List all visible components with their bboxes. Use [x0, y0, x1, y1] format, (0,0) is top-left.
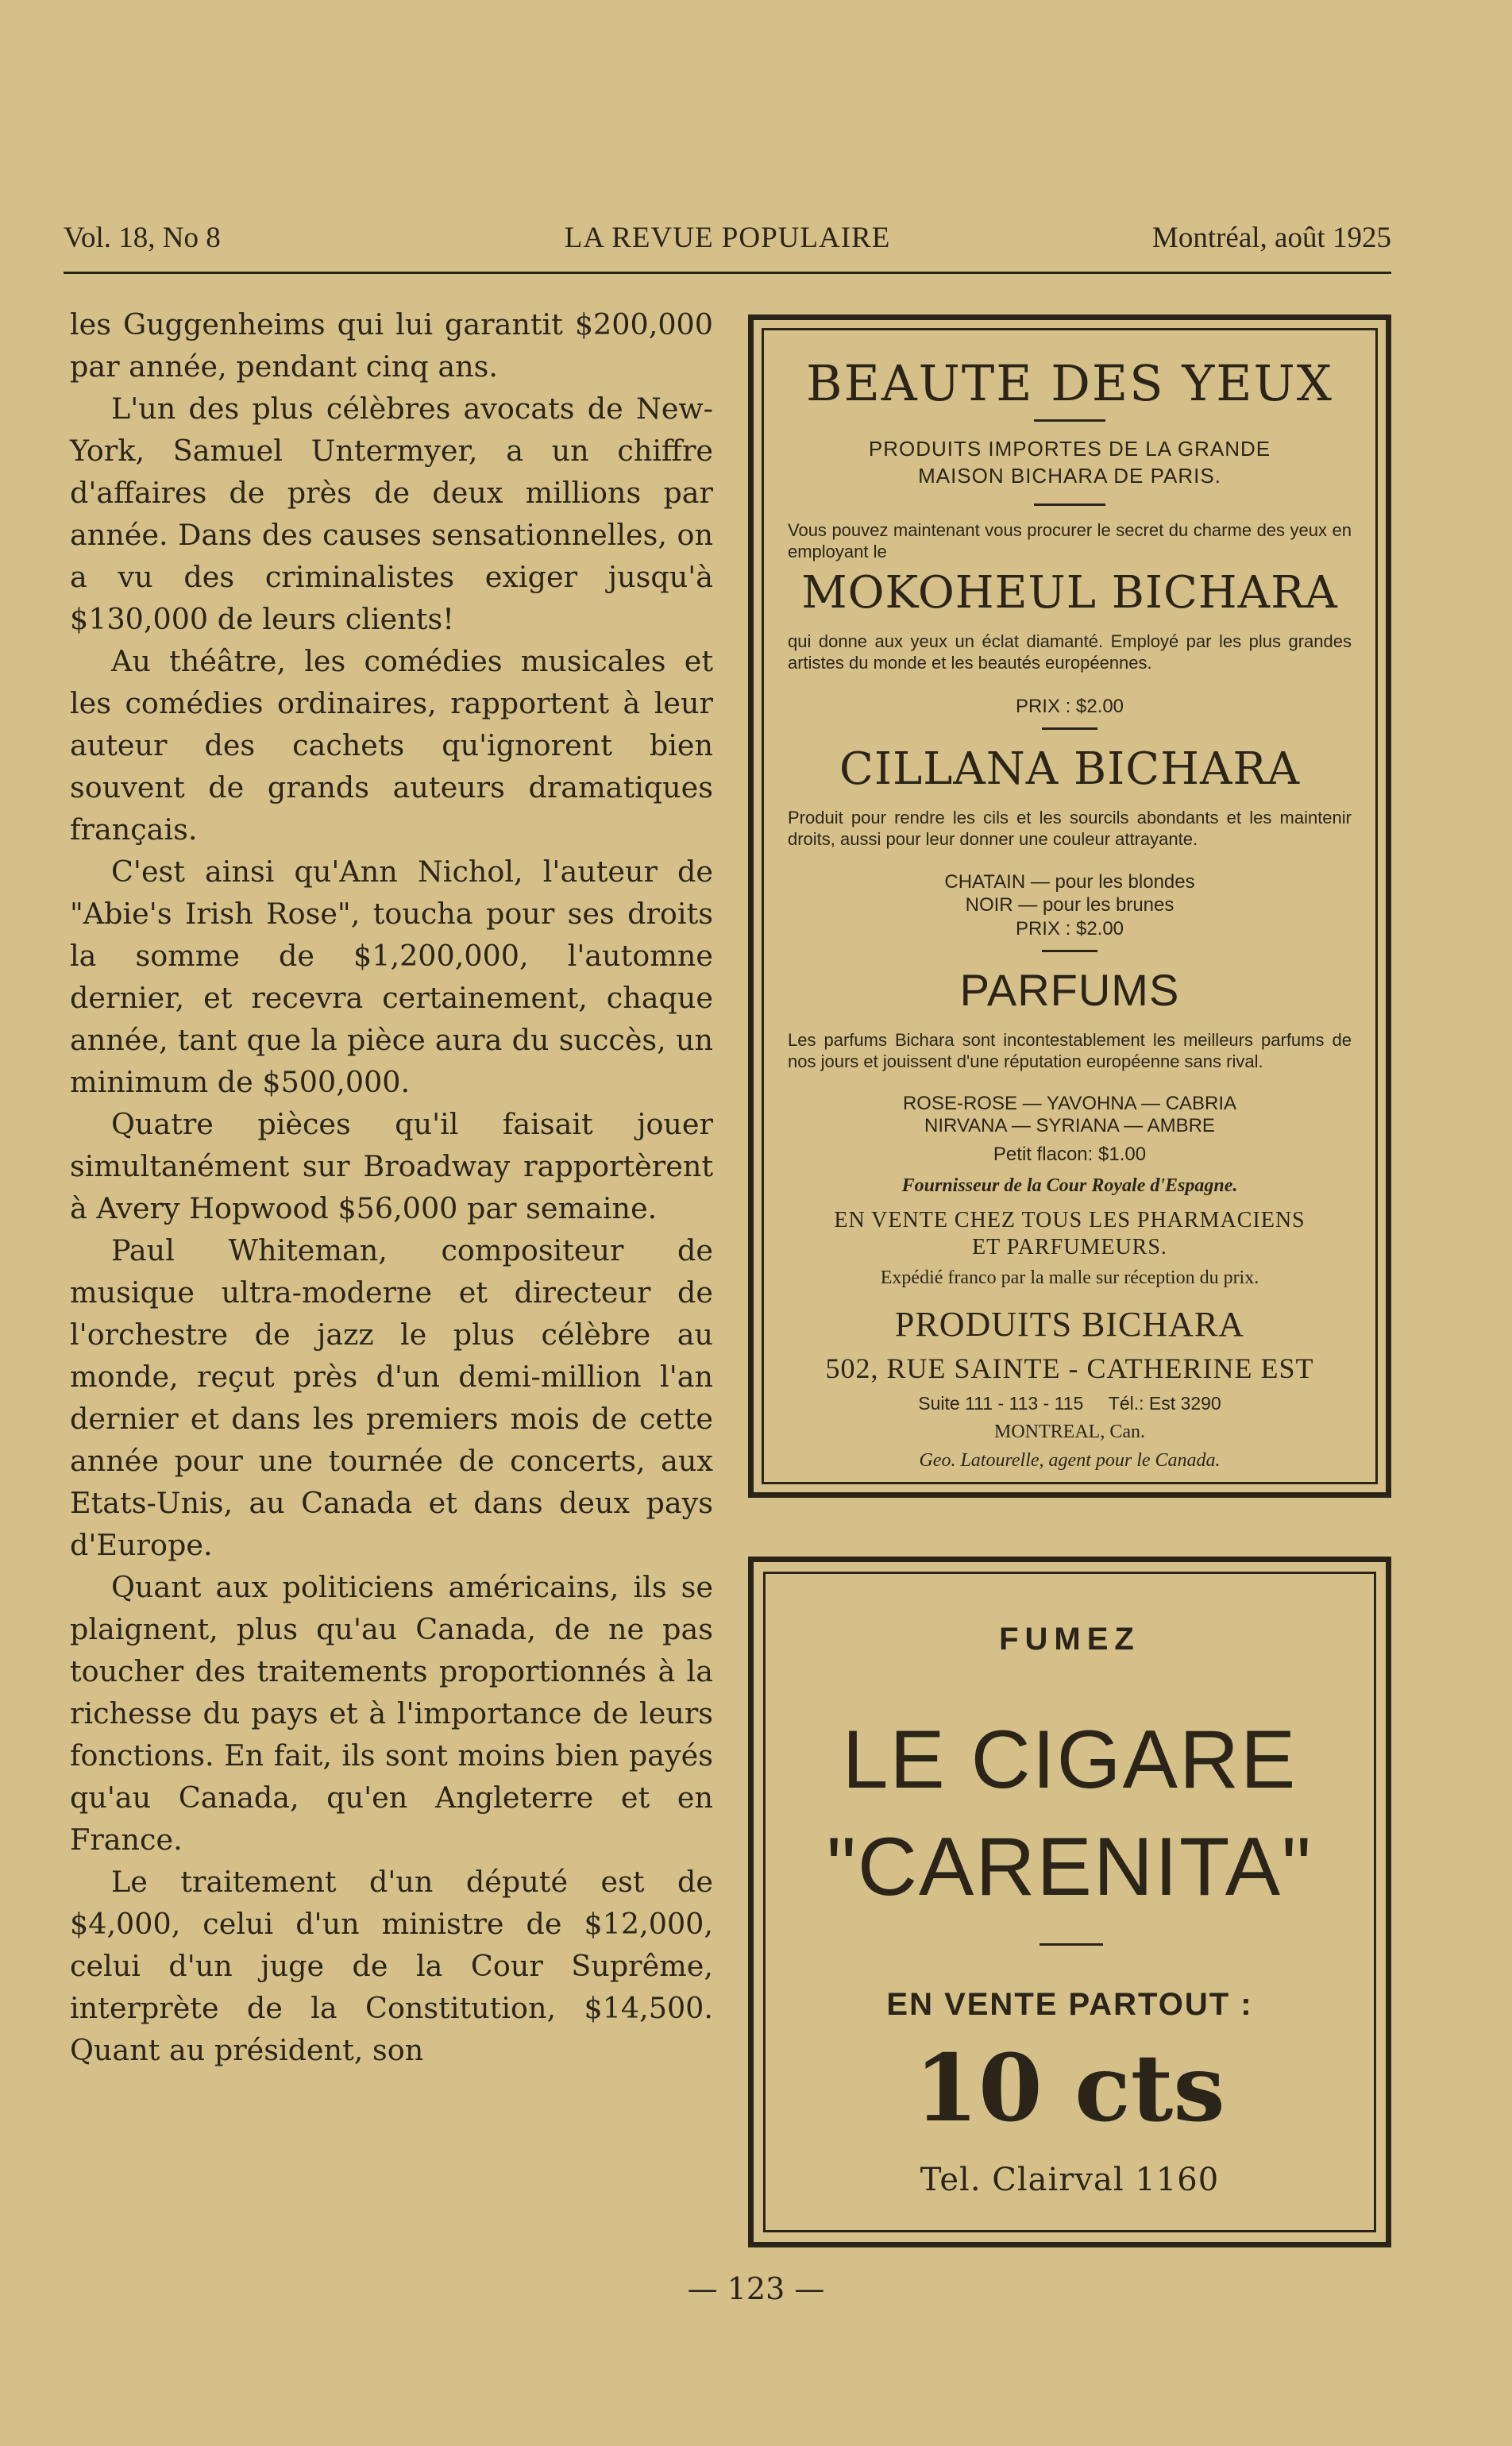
color-option: CHATAIN — pour les blondes	[944, 871, 1195, 893]
product-price: Petit flacon: $1.00	[993, 1144, 1147, 1165]
divider	[1034, 419, 1105, 422]
bichara-advertisement	[748, 314, 1391, 1498]
perfume-list	[788, 1093, 1352, 1137]
ad-title: BEAUTE DES YEUX	[806, 354, 1333, 412]
ad-cigar-line: LE CIGARE	[842, 1714, 1298, 1806]
company-suite-phone: Suite 111 - 113 - 115 Tél.: Est 3290	[918, 1393, 1221, 1414]
divider	[1042, 727, 1097, 730]
page-number: — 123 —	[687, 2271, 825, 2306]
article-paragraph: Au théâtre, les comédies musicales et les comédies ordinaires, rapportent à leur auteur des cachets qu'ignorent bien souvent de grands auteurs dramatiques français.	[70, 644, 713, 847]
ad-subtitle	[788, 435, 1352, 489]
product-description: qui donne aux yeux un éclat diamanté. Employé par les plus grandes artistes du monde et les beautés européennes.	[788, 631, 1352, 673]
header-rule	[64, 272, 1391, 274]
ad-fumez: FUMEZ	[999, 1622, 1140, 1657]
divider	[1034, 503, 1105, 506]
royal-supplier: Fournisseur de la Cour Royale d'Espagne.	[901, 1175, 1238, 1196]
ad-subtitle-line: MAISON BICHARA DE PARIS.	[918, 464, 1221, 488]
divider	[1040, 1943, 1103, 1946]
sale-notice	[788, 1207, 1352, 1261]
article-paragraph: C'est ainsi qu'Ann Nichol, l'auteur de "Abie's Irish Rose", toucha pour ses droits la somme de $1,200,000, l'automne dernier, et recevra certainement, chaque année, tant que la pièce aura du succès, un minimum de $500,000.	[70, 855, 713, 1099]
product-description: Les parfums Bichara sont incontestablement les meilleurs parfums de nos jours et jouissent d'une réputation européenne sans rival.	[788, 1030, 1352, 1071]
carenita-ad-inner-frame	[763, 1572, 1376, 2232]
color-options	[788, 870, 1352, 916]
perfume-list-line: NIRVANA — SYRIANA — AMBRE	[924, 1115, 1215, 1136]
ad-sale-everywhere: EN VENTE PARTOUT :	[886, 1987, 1253, 2022]
volume-number: Vol. 18, No 8	[64, 222, 221, 254]
article-paragraph: les Guggenheims qui lui garantit $200,000 par année, pendant cinq ans.	[70, 307, 713, 384]
product-price: PRIX : $2.00	[1015, 918, 1124, 939]
ad-subtitle-line: PRODUITS IMPORTES DE LA GRANDE	[868, 437, 1271, 461]
perfume-list-line: ROSE-ROSE — YAVOHNA — CABRIA	[902, 1093, 1237, 1114]
company-address: 502, RUE SAINTE - CATHERINE EST	[825, 1352, 1314, 1384]
article-column	[70, 303, 713, 2071]
carenita-advertisement	[748, 1557, 1391, 2247]
article-paragraph: Le traitement d'un député est de $4,000, celui d'un ministre de $12,000, celui d'un juge de la Cour Suprême, interprète de la Constitution, $14,500. Quant au président, son	[70, 1865, 713, 2067]
company-name: PRODUITS BICHARA	[894, 1305, 1245, 1344]
ad-cigar-brand: "CARENITA"	[827, 1821, 1313, 1913]
ad-price: 10 cts	[914, 2035, 1225, 2143]
article-paragraph: Quatre pièces qu'il faisait jouer simultanément sur Broadway rapportèrent à Avery Hopwood $56,000 par semaine.	[70, 1107, 713, 1225]
product-name-mokoheul: MOKOHEUL BICHARA	[801, 567, 1338, 619]
sale-notice-line: ET PARFUMEURS.	[972, 1235, 1167, 1260]
publication-title: LA REVUE POPULAIRE	[564, 222, 891, 254]
shipping-notice: Expédié franco par la malle sur réception du prix.	[880, 1267, 1259, 1288]
article-paragraph: Paul Whiteman, compositeur de musique ultra-moderne et directeur de l'orchestre de jazz le plus célèbre au monde, reçut près d'un demi-million l'an dernier et dans les premiers mois de cette année pour une tournée de concerts, aux Etats-Unis, au Canada et dans deux pays d'Europe.	[70, 1233, 713, 1562]
product-description: Produit pour rendre les cils et les sourcils abondants et les maintenir droits, aussi pour leur donner une couleur attrayante.	[788, 808, 1352, 849]
color-option: NOIR — pour les brunes	[965, 894, 1174, 916]
running-head	[64, 221, 1391, 260]
product-name-parfums: PARFUMS	[959, 965, 1180, 1015]
sale-notice-line: EN VENTE CHEZ TOUS LES PHARMACIENS	[834, 1208, 1306, 1233]
product-price: PRIX : $2.00	[1015, 696, 1124, 717]
product-name-cillana: CILLANA BICHARA	[839, 743, 1301, 795]
bichara-ad-inner-frame	[762, 328, 1378, 1484]
ad-intro: Vous pouvez maintenant vous procurer le secret du charme des yeux en employant le	[788, 520, 1352, 561]
ad-separator-rule	[748, 1493, 1391, 1496]
company-city: MONTREAL, Can.	[994, 1422, 1145, 1442]
divider	[1042, 950, 1097, 952]
article-paragraph: Quant aux politiciens américains, ils se plaignent, plus qu'au Canada, de ne pas toucher des traitements proportionnés à la richesse du pays et à l'importance de leurs fonctions. En fait, ils sont moins bien payés qu'au Canada, qu'en Angleterre et en France.	[70, 1570, 713, 1857]
issue-date: Montréal, août 1925	[1151, 222, 1391, 254]
canada-agent: Geo. Latourelle, agent pour le Canada.	[919, 1450, 1221, 1471]
article-paragraph: L'un des plus célèbres avocats de New-York, Samuel Untermyer, a un chiffre d'affaires de près de deux millions par année. Dans des causes sensationnelles, on a vu des criminalistes exiger jusqu'à $130,000 de leurs clients!	[70, 392, 713, 636]
ad-telephone: Tel. Clairval 1160	[920, 2162, 1220, 2198]
